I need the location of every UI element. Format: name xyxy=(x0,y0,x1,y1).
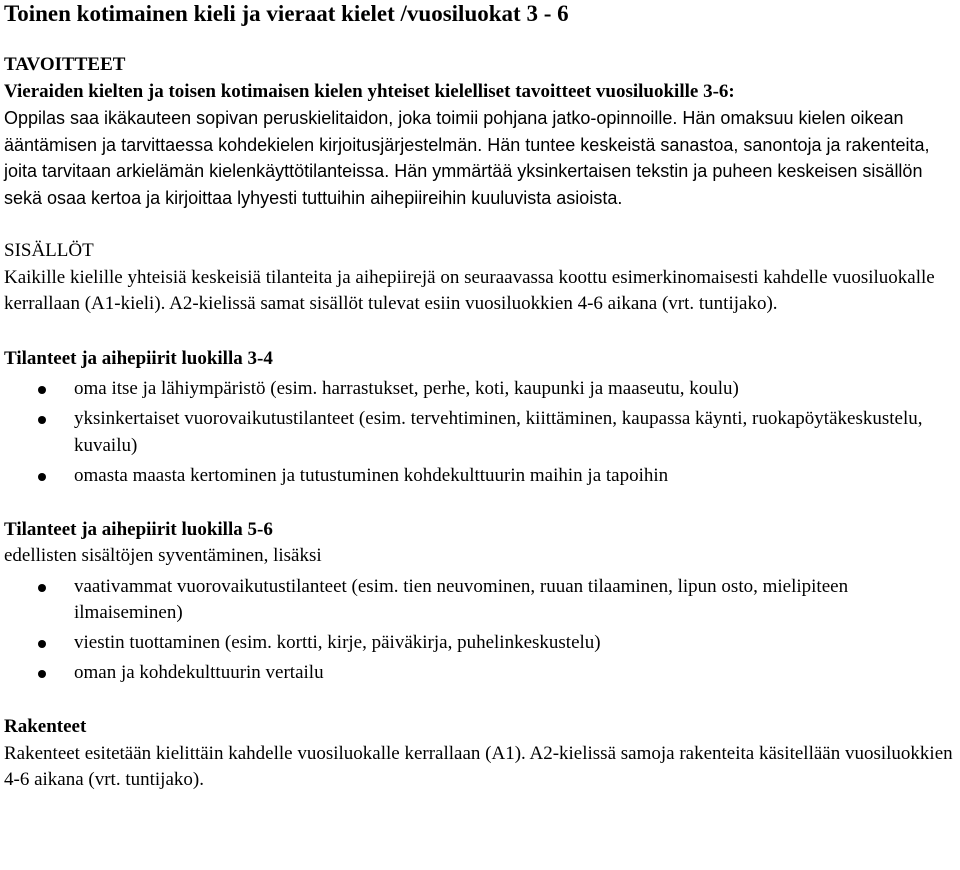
bullet-icon xyxy=(38,416,46,424)
grades-3-4-section xyxy=(4,346,958,490)
list-item: omasta maasta kertominen ja tutustuminen kohdekulttuurin maihin ja tapoihin xyxy=(4,463,958,490)
list-item: viestin tuottaminen (esim. kortti, kirje, päiväkirja, puhelinkeskustelu) xyxy=(4,630,958,657)
goals-section xyxy=(4,52,958,211)
bullet-icon xyxy=(38,386,46,394)
structures-section xyxy=(4,714,958,794)
grades-5-6-heading: Tilanteet ja aihepiirit luokilla 5-6 xyxy=(4,518,273,540)
grades-5-6-list xyxy=(4,574,958,687)
contents-section xyxy=(4,238,958,318)
bullet-icon xyxy=(38,473,46,481)
list-item: yksinkertaiset vuorovaikutustilanteet (esim. tervehtiminen, kiittäminen, kaupassa käynti, ruokapöytäkeskustelu, kuvailu) xyxy=(4,406,958,459)
document-title: Toinen kotimainen kieli ja vieraat kielet /vuosiluokat 3 - 6 xyxy=(4,1,569,26)
bullet-icon xyxy=(38,640,46,648)
bullet-icon xyxy=(38,584,46,592)
grades-5-6-intro: edellisten sisältöjen syventäminen, lisäksi xyxy=(4,545,322,566)
grades-3-4-list xyxy=(4,376,958,489)
list-item: vaativammat vuorovaikutustilanteet (esim. tien neuvominen, ruuan tilaaminen, lipun osto, mielipiteen ilmaiseminen) xyxy=(4,574,958,627)
list-item: oma itse ja lähiympäristö (esim. harrastukset, perhe, koti, kaupunki ja maaseutu, koulu) xyxy=(4,376,958,403)
grades-3-4-heading: Tilanteet ja aihepiirit luokilla 3-4 xyxy=(4,347,273,369)
grades-5-6-section xyxy=(4,517,958,687)
goals-subheading: Vieraiden kielten ja toisen kotimaisen kielen yhteiset kielelliset tavoitteet vuosiluokille 3-6: xyxy=(4,80,735,102)
goals-text: Oppilas saa ikäkauteen sopivan peruskielitaidon, joka toimii pohjana jatko-opinnoille. Hän omaksuu kielen oikean ääntämisen ja tarvittaessa kohdekielen kirjoitusjärjestelmän. Hän tuntee keskeistä sanastoa, sanontoja ja rakenteita, joita tarvitaan arkielämän kielenkäyttötilanteissa. Hän ymmärtää yksinkertaisen tekstin ja puheen keskeisen sisällön sekä osaa kertoa ja kirjoittaa lyhyesti tuttuihin aihepiireihin kuuluvista asioista. xyxy=(4,108,930,208)
contents-heading: SISÄLLÖT xyxy=(4,240,94,261)
structures-heading: Rakenteet xyxy=(4,716,87,737)
document-page xyxy=(4,0,958,794)
contents-text: Kaikille kielille yhteisiä keskeisiä tilanteita ja aihepiirejä on seuraavassa koottu esimerkinomaisesti kahdelle vuosiluokalle kerrallaan (A1-kieli). A2-kielissä samat sisällöt tulevat esiin vuosiluokkien 4-6 aikana (vrt. tuntijako). xyxy=(4,266,935,314)
structures-text: Rakenteet esitetään kielittäin kahdelle vuosiluokalle kerrallaan (A1). A2-kielissä samoja rakenteita käsitellään vuosiluokkien 4-6 aikana (vrt. tuntijako). xyxy=(4,742,953,790)
list-item: oman ja kohdekulttuurin vertailu xyxy=(4,660,958,687)
goals-heading: TAVOITTEET xyxy=(4,54,126,75)
bullet-icon xyxy=(38,670,46,678)
